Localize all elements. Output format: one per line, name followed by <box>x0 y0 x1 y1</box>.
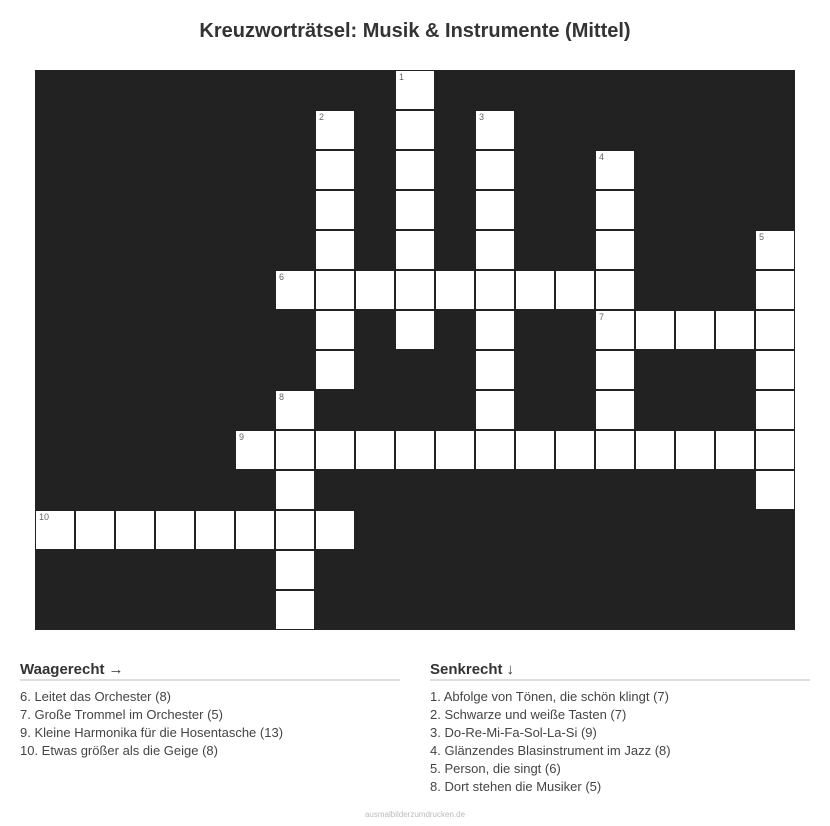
crossword-cell[interactable] <box>595 190 635 230</box>
crossword-cell[interactable] <box>315 350 355 390</box>
crossword-cell[interactable] <box>235 510 275 550</box>
crossword-cell[interactable] <box>755 430 795 470</box>
crossword-cell[interactable] <box>475 310 515 350</box>
across-heading-label: Waagerecht <box>20 661 105 678</box>
crossword-cell[interactable] <box>675 310 715 350</box>
crossword-cell[interactable] <box>475 110 515 150</box>
crossword-cell[interactable] <box>355 270 395 310</box>
crossword-grid <box>35 70 795 630</box>
crossword-cell[interactable] <box>435 430 475 470</box>
down-clue-item: 8. Dort stehen die Musiker (5) <box>430 779 602 794</box>
crossword-cell[interactable] <box>395 430 435 470</box>
clue-number: 8 <box>279 392 285 402</box>
crossword-cell[interactable] <box>475 430 515 470</box>
down-clue-item: 1. Abfolge von Tönen, die schön klingt (7) <box>430 689 669 704</box>
crossword-cell[interactable] <box>395 310 435 350</box>
crossword-cell[interactable] <box>155 510 195 550</box>
crossword-cell[interactable] <box>275 470 315 510</box>
crossword-cell[interactable] <box>395 70 435 110</box>
crossword-cell[interactable] <box>315 430 355 470</box>
crossword-cell[interactable] <box>515 270 555 310</box>
crossword-cell[interactable] <box>475 190 515 230</box>
crossword-cell[interactable] <box>315 310 355 350</box>
down-clue-item: 5. Person, die singt (6) <box>430 761 561 776</box>
crossword-cell[interactable] <box>315 270 355 310</box>
clue-number: 7 <box>599 312 605 322</box>
crossword-cell[interactable] <box>275 550 315 590</box>
clue-number: 4 <box>599 152 605 162</box>
crossword-cell[interactable] <box>475 350 515 390</box>
arrow-down-icon: ↓ <box>506 661 515 678</box>
crossword-cell[interactable] <box>315 230 355 270</box>
down-clue-item: 3. Do-Re-Mi-Fa-Sol-La-Si (9) <box>430 725 597 740</box>
across-clue-item: 10. Etwas größer als die Geige (8) <box>20 743 218 758</box>
across-clue-list <box>20 688 400 760</box>
crossword-cell[interactable] <box>755 350 795 390</box>
crossword-cell[interactable] <box>395 150 435 190</box>
crossword-cell[interactable] <box>755 310 795 350</box>
clue-number: 6 <box>279 272 285 282</box>
crossword-cell[interactable] <box>475 270 515 310</box>
crossword-cell[interactable] <box>275 430 315 470</box>
crossword-cell[interactable] <box>275 510 315 550</box>
down-heading <box>430 661 810 681</box>
crossword-cell[interactable] <box>475 390 515 430</box>
crossword-cell[interactable] <box>315 110 355 150</box>
crossword-cell[interactable] <box>555 430 595 470</box>
crossword-cell[interactable] <box>595 310 635 350</box>
down-heading-label: Senkrecht <box>430 661 503 678</box>
page-title: Kreuzworträtsel: Musik & Instrumente (Mittel) <box>199 20 631 42</box>
crossword-cell[interactable] <box>395 270 435 310</box>
crossword-cell[interactable] <box>315 150 355 190</box>
crossword-cell[interactable] <box>395 190 435 230</box>
crossword-cell[interactable] <box>395 110 435 150</box>
clue-number: 1 <box>399 72 405 82</box>
down-clue-list <box>430 688 810 796</box>
down-clue-item: 2. Schwarze und weiße Tasten (7) <box>430 707 627 722</box>
crossword-cell[interactable] <box>755 230 795 270</box>
crossword-cell[interactable] <box>675 430 715 470</box>
footer-credit: ausmalbilderzumdrucken.de <box>364 810 466 819</box>
crossword-cell[interactable] <box>595 150 635 190</box>
crossword-cell[interactable] <box>715 310 755 350</box>
crossword-cell[interactable] <box>515 430 555 470</box>
crossword-cell[interactable] <box>635 430 675 470</box>
clue-number: 10 <box>39 512 50 522</box>
crossword-cell[interactable] <box>355 430 395 470</box>
crossword-cell[interactable] <box>315 510 355 550</box>
crossword-cell[interactable] <box>595 230 635 270</box>
crossword-cell[interactable] <box>475 150 515 190</box>
crossword-cell[interactable] <box>595 390 635 430</box>
down-clues-panel <box>430 661 810 796</box>
crossword-cell[interactable] <box>595 270 635 310</box>
across-clue-item: 7. Große Trommel im Orchester (5) <box>20 707 223 722</box>
crossword-cell[interactable] <box>275 590 315 630</box>
crossword-cell[interactable] <box>35 510 75 550</box>
arrow-right-icon: → <box>108 661 124 678</box>
crossword-cell[interactable] <box>275 390 315 430</box>
crossword-cell[interactable] <box>555 270 595 310</box>
across-clue-item: 9. Kleine Harmonika für die Hosentasche (13) <box>20 725 284 740</box>
down-clue-item: 4. Glänzendes Blasinstrument im Jazz (8) <box>430 743 671 758</box>
across-heading <box>20 661 400 681</box>
crossword-cell[interactable] <box>475 230 515 270</box>
crossword-cell[interactable] <box>195 510 235 550</box>
crossword-cell[interactable] <box>755 270 795 310</box>
crossword-cell[interactable] <box>635 310 675 350</box>
crossword-cell[interactable] <box>595 430 635 470</box>
crossword-cell[interactable] <box>315 190 355 230</box>
crossword-cell[interactable] <box>275 270 315 310</box>
crossword-cell[interactable] <box>75 510 115 550</box>
clue-number: 2 <box>319 112 325 122</box>
clue-number: 5 <box>759 232 765 242</box>
crossword-cell[interactable] <box>115 510 155 550</box>
crossword-cell[interactable] <box>715 430 755 470</box>
clue-number: 9 <box>239 432 245 442</box>
crossword-cell[interactable] <box>235 430 275 470</box>
crossword-cell[interactable] <box>755 470 795 510</box>
across-clue-item: 6. Leitet das Orchester (8) <box>20 689 172 704</box>
crossword-cell[interactable] <box>435 270 475 310</box>
crossword-cell[interactable] <box>595 350 635 390</box>
clue-number: 3 <box>479 112 485 122</box>
across-clues-panel <box>20 661 400 760</box>
crossword-cell[interactable] <box>395 230 435 270</box>
crossword-cell[interactable] <box>755 390 795 430</box>
